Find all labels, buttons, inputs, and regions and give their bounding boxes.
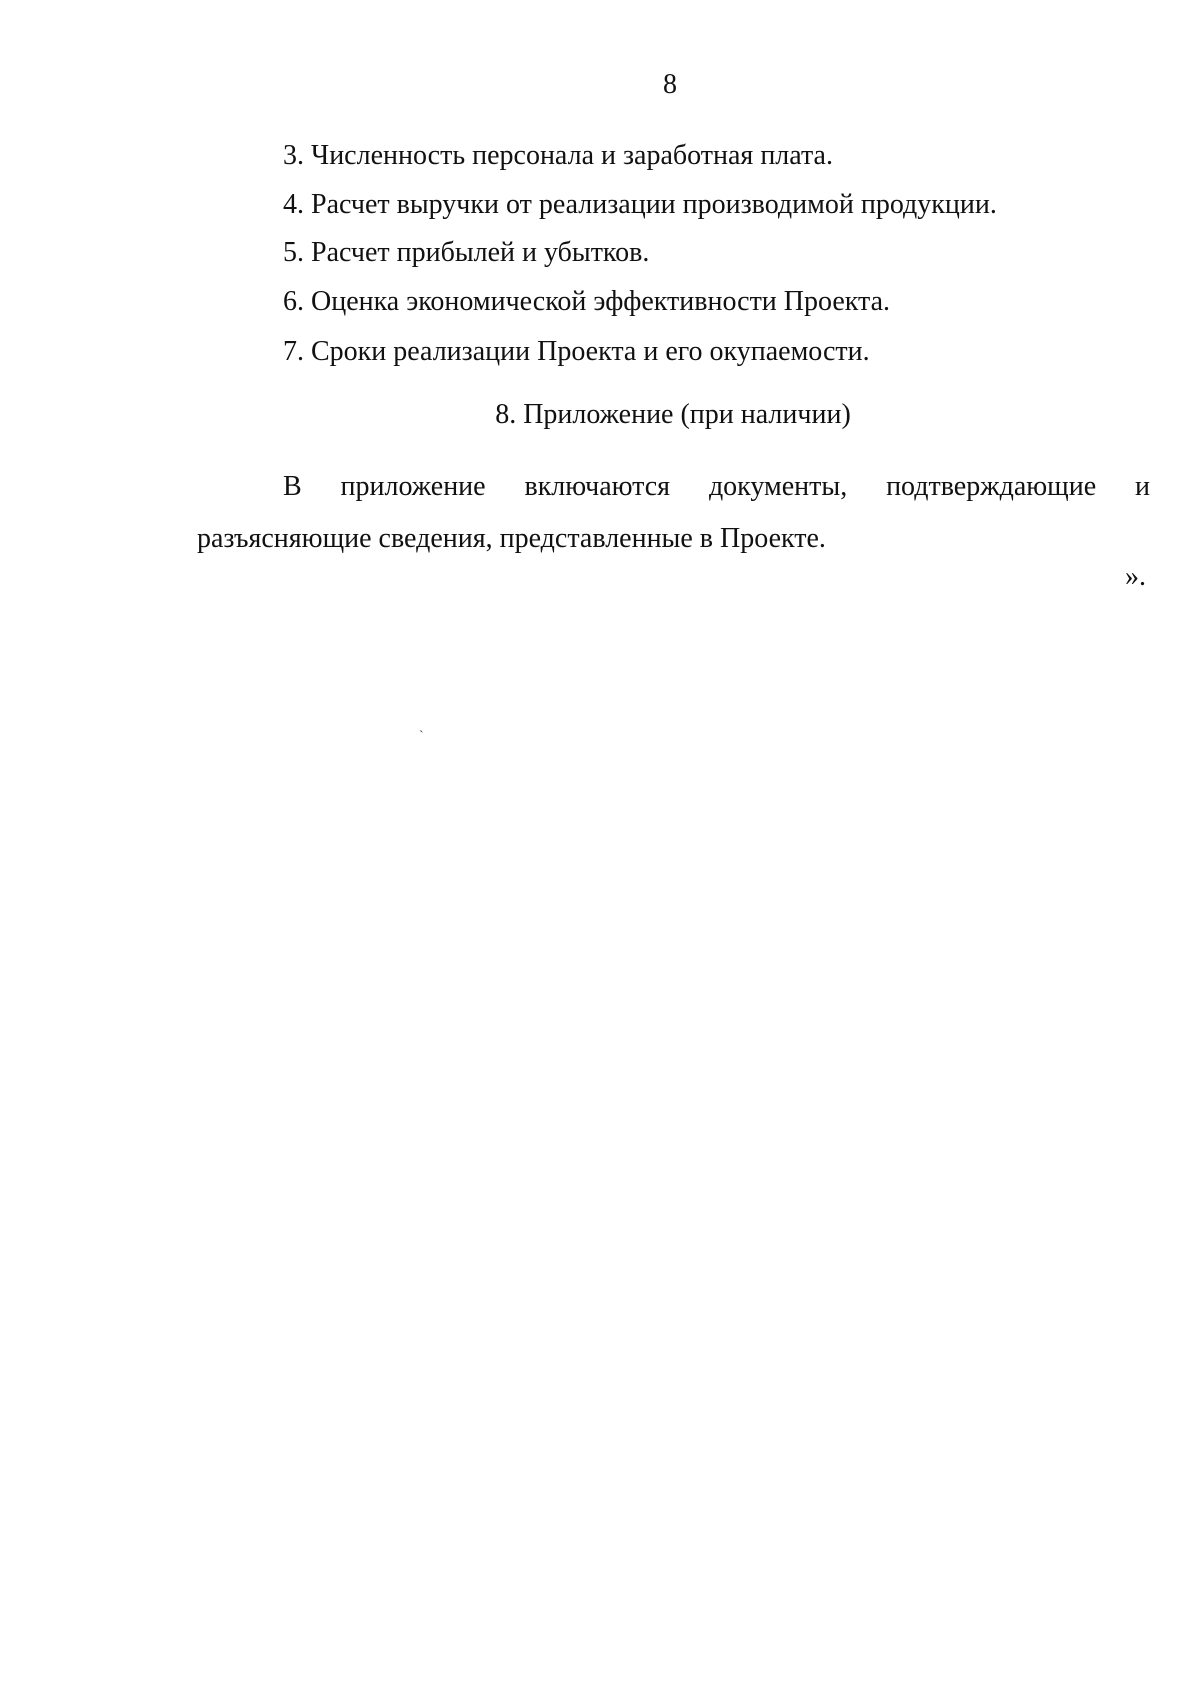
list-item-5: 5. Расчет прибылей и убытков.: [283, 237, 650, 268]
list-item-4: 4. Расчет выручки от реализации производимой продукции.: [283, 189, 997, 220]
list-item-7: 7. Сроки реализации Проекта и его окупаемости.: [283, 336, 870, 367]
list-item-6: 6. Оценка экономической эффективности Проекта.: [283, 286, 891, 317]
section-paragraph: В приложение включаются документы, подтверждающие и разъясняющие сведения, представленные в Проекте.: [197, 471, 1150, 554]
list-item-3: 3. Численность персонала и заработная плата.: [283, 140, 833, 171]
closing-quote: ».: [1125, 561, 1146, 592]
stray-mark: `: [419, 729, 424, 744]
section-heading: 8. Приложение (при наличии): [495, 399, 851, 430]
page-number: 8: [663, 69, 677, 100]
